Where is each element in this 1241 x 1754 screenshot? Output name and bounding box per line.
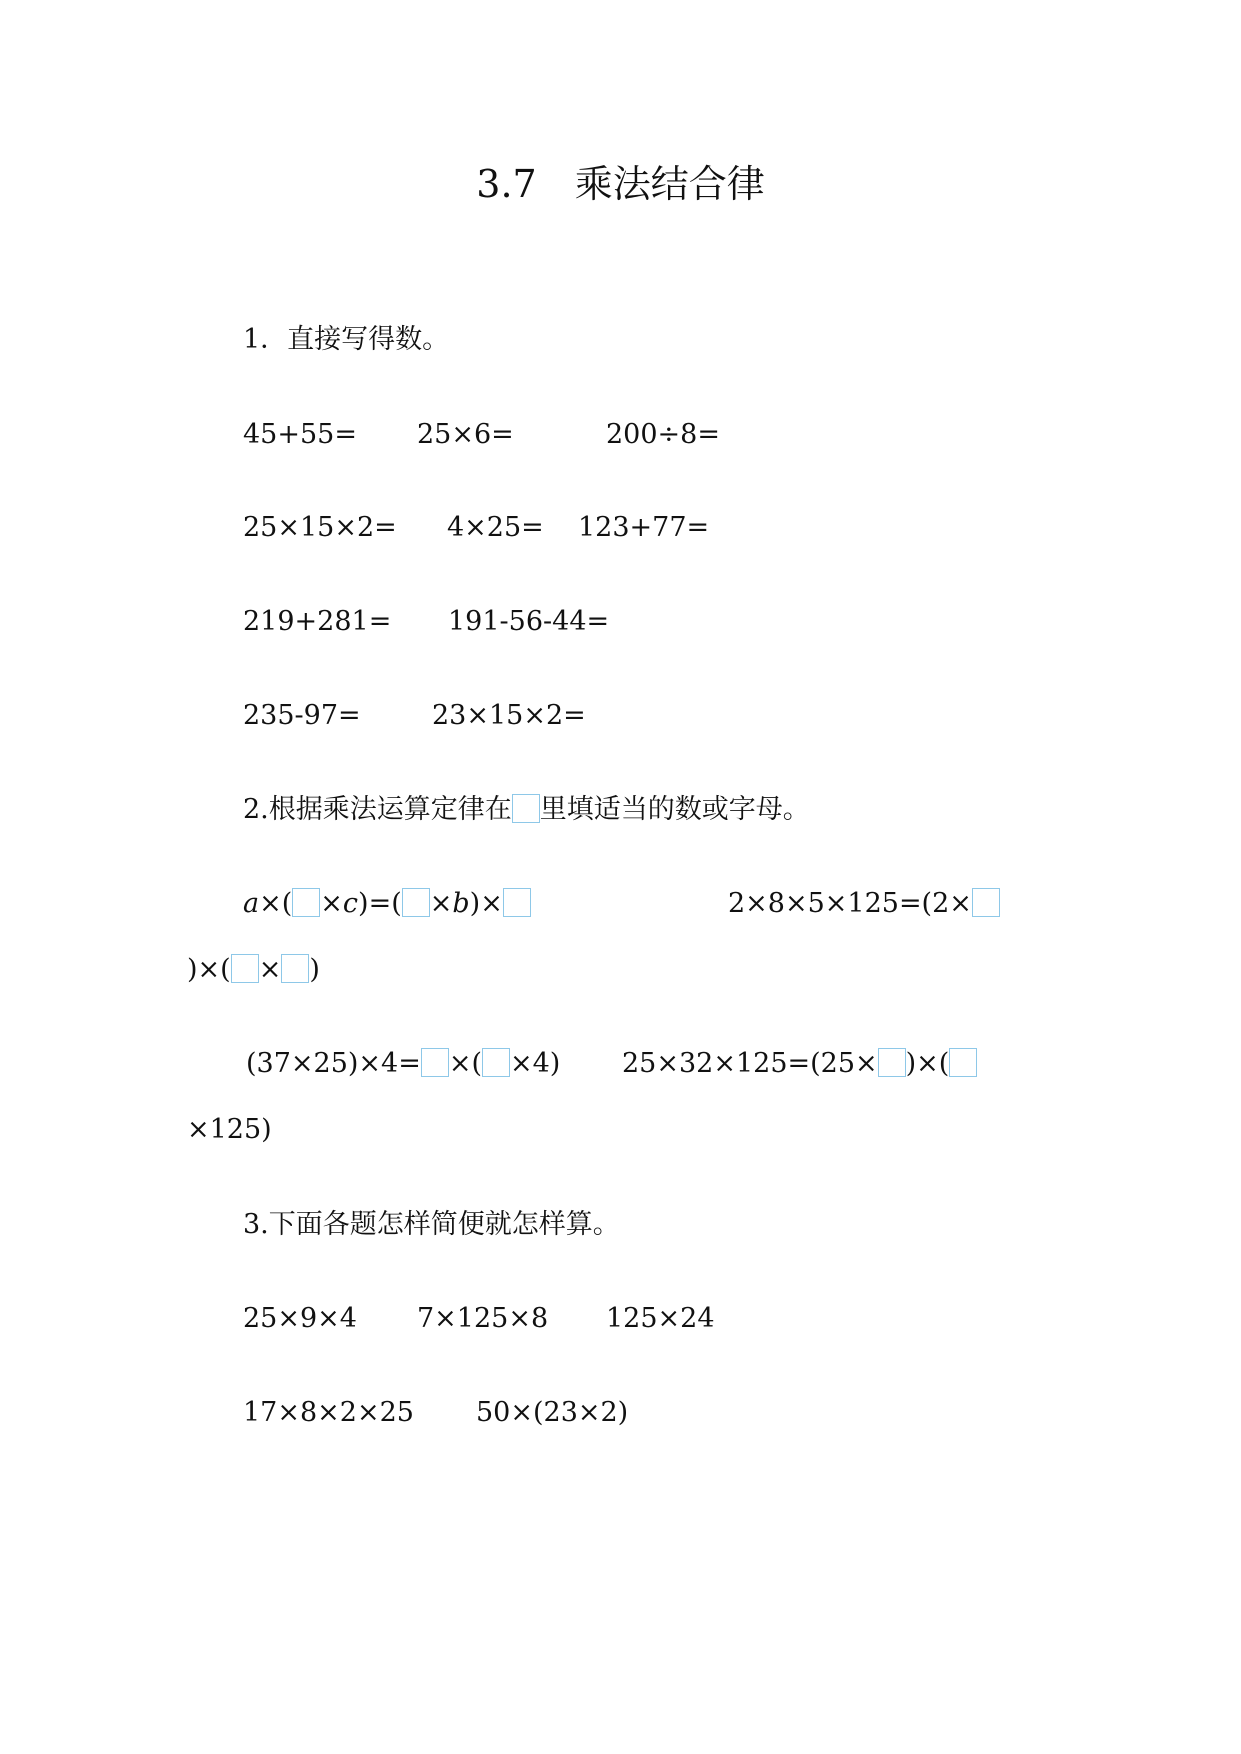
exercise: 25×6= [417, 419, 514, 450]
calc-problem: 125×24 [606, 1303, 715, 1334]
exercise: 123+77= [578, 512, 710, 543]
calc-problem: 7×125×8 [417, 1303, 549, 1334]
exercise: 45+55= [243, 419, 357, 450]
answer-box[interactable] [421, 1048, 449, 1077]
answer-box[interactable] [292, 888, 320, 917]
equation-4: 25×32×125=(25× )×( [622, 1047, 977, 1081]
answer-box[interactable] [281, 954, 309, 983]
answer-box[interactable] [503, 888, 531, 917]
section-1-heading: 1．直接写得数。 [243, 324, 450, 355]
answer-box[interactable] [231, 954, 259, 983]
calc-problem: 25×9×4 [243, 1303, 357, 1334]
answer-box[interactable] [402, 888, 430, 917]
answer-box[interactable] [482, 1048, 510, 1077]
equation-3: (37×25)×4= ×( ×4) [246, 1048, 561, 1079]
calc-problem: 50×(23×2) [476, 1397, 629, 1428]
equation-4-continued: ×125) [187, 1114, 272, 1145]
equation-2: 2×8×5×125=(2× [728, 887, 1000, 921]
equation-2-continued: )×( × ) [187, 954, 320, 985]
equation-1: a×( ×c)=( ×b)× [243, 887, 531, 921]
section-2-heading: 2.根据乘法运算定律在 里填适当的数或字母。 [243, 794, 810, 825]
exercise: 23×15×2= [432, 700, 586, 731]
section-3-heading: 3.下面各题怎样简便就怎样算。 [243, 1209, 620, 1240]
exercise: 25×15×2= [243, 512, 397, 543]
exercise: 200÷8= [606, 419, 720, 450]
exercise: 191-56-44= [448, 606, 610, 637]
page-title: 3.7 乘法结合律 [476, 162, 765, 206]
exercise: 219+281= [243, 606, 392, 637]
answer-box[interactable] [949, 1048, 977, 1077]
exercise: 4×25= [447, 512, 544, 543]
answer-box[interactable] [972, 888, 1000, 917]
calc-problem: 17×8×2×25 [243, 1397, 414, 1428]
answer-box[interactable] [878, 1048, 906, 1077]
exercise: 235-97= [243, 700, 361, 731]
answer-box[interactable] [512, 794, 540, 823]
